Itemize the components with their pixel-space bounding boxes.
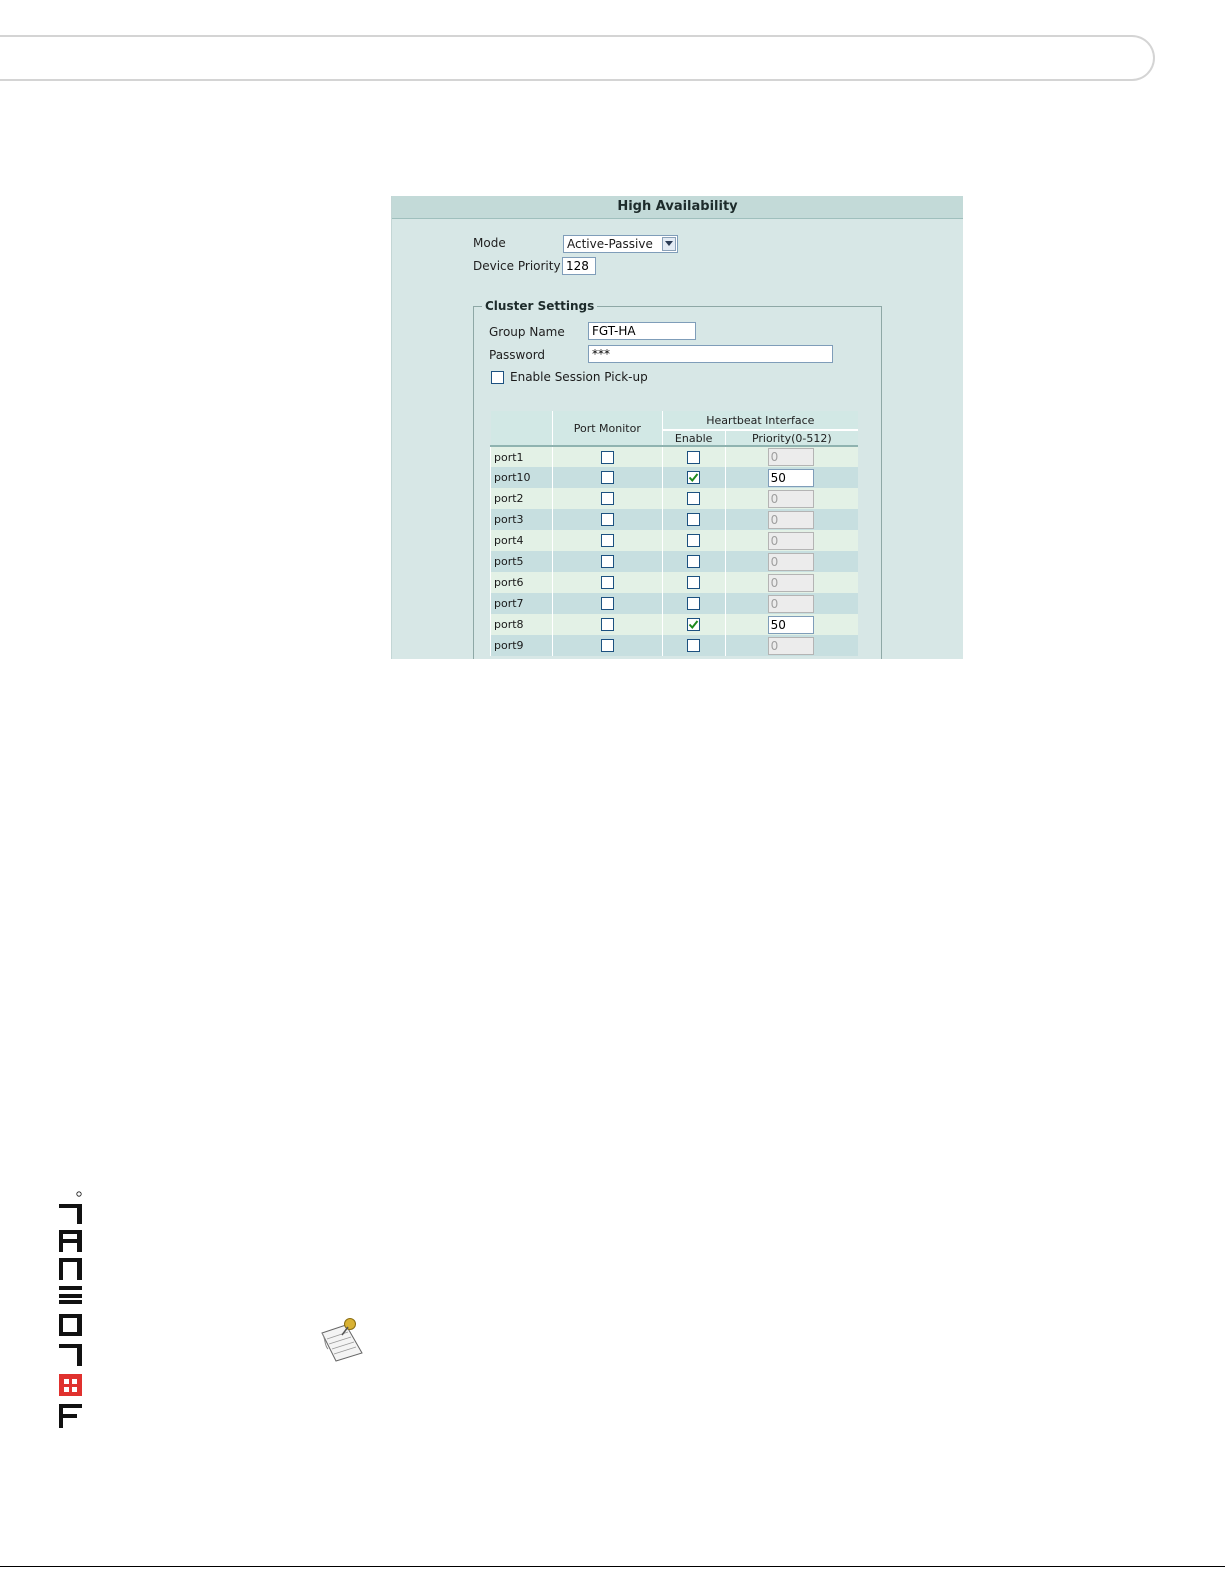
heartbeat-priority-input[interactable]: 50 (768, 469, 814, 487)
chevron-down-icon[interactable] (662, 237, 676, 251)
port-monitor-checkbox[interactable] (601, 492, 614, 505)
port-monitor-cell (552, 509, 662, 530)
cluster-settings-group (473, 299, 882, 659)
priority-header: Priority(0-512) (725, 430, 858, 446)
port-monitor-cell (552, 614, 662, 635)
session-pickup-checkbox[interactable] (491, 371, 504, 384)
heartbeat-enable-cell (662, 488, 725, 509)
heartbeat-interface-header: Heartbeat Interface (662, 411, 858, 430)
priority-cell (725, 488, 858, 509)
heartbeat-enable-checkbox[interactable] (687, 597, 700, 610)
page-header-bar (0, 35, 1155, 81)
device-priority-label: Device Priority (473, 259, 561, 273)
port-name: port6 (491, 572, 553, 593)
priority-cell (725, 635, 858, 656)
port-monitor-cell (552, 551, 662, 572)
heartbeat-enable-cell (662, 446, 725, 467)
table-row (491, 635, 859, 656)
port-monitor-checkbox[interactable] (601, 471, 614, 484)
password-label: Password (489, 348, 546, 362)
heartbeat-enable-cell (662, 551, 725, 572)
heartbeat-enable-checkbox[interactable] (687, 576, 700, 589)
heartbeat-priority-input[interactable]: 0 (768, 511, 814, 529)
port-monitor-cell (552, 593, 662, 614)
port-monitor-checkbox[interactable] (601, 597, 614, 610)
priority-cell (725, 530, 858, 551)
heartbeat-enable-checkbox[interactable] (687, 451, 700, 464)
table-row (491, 488, 859, 509)
footer-rule (0, 1566, 1225, 1567)
port-monitor-checkbox[interactable] (601, 534, 614, 547)
table-row (491, 593, 859, 614)
table-row (491, 446, 859, 467)
port-monitor-checkbox[interactable] (601, 555, 614, 568)
heartbeat-priority-input[interactable]: 0 (768, 532, 814, 550)
port-name: port10 (491, 467, 553, 488)
heartbeat-priority-input[interactable]: 0 (768, 448, 814, 466)
port-monitor-cell (552, 635, 662, 656)
port-column-header (491, 411, 553, 446)
priority-cell (725, 509, 858, 530)
cluster-settings-legend: Cluster Settings (482, 299, 597, 313)
priority-cell (725, 446, 858, 467)
mode-select[interactable] (563, 235, 678, 253)
heartbeat-enable-cell (662, 635, 725, 656)
group-name-label: Group Name (489, 325, 565, 339)
priority-cell (725, 551, 858, 572)
table-row (491, 509, 859, 530)
port-monitor-checkbox[interactable] (601, 576, 614, 589)
session-pickup-row (491, 370, 648, 384)
session-pickup-label: Enable Session Pick-up (510, 370, 648, 384)
port-name: port9 (491, 635, 553, 656)
heartbeat-enable-cell (662, 467, 725, 488)
enable-header: Enable (662, 430, 725, 446)
heartbeat-enable-checkbox[interactable] (687, 534, 700, 547)
table-row (491, 530, 859, 551)
port-monitor-cell (552, 467, 662, 488)
mode-select-value: Active-Passive (567, 237, 653, 251)
port-monitor-header: Port Monitor (552, 411, 662, 446)
device-priority-input[interactable]: 128 (562, 257, 596, 275)
heartbeat-priority-input[interactable]: 0 (768, 595, 814, 613)
port-table (490, 411, 858, 656)
heartbeat-enable-cell (662, 593, 725, 614)
port-monitor-cell (552, 446, 662, 467)
heartbeat-priority-input[interactable]: 0 (768, 637, 814, 655)
port-name: port3 (491, 509, 553, 530)
heartbeat-priority-input[interactable]: 0 (768, 490, 814, 508)
port-name: port5 (491, 551, 553, 572)
port-monitor-checkbox[interactable] (601, 639, 614, 652)
table-row (491, 467, 859, 488)
heartbeat-priority-input[interactable]: 50 (768, 616, 814, 634)
mode-label: Mode (473, 236, 506, 250)
heartbeat-enable-checkbox[interactable] (687, 513, 700, 526)
high-availability-panel (391, 196, 963, 659)
port-name: port8 (491, 614, 553, 635)
heartbeat-enable-cell (662, 614, 725, 635)
heartbeat-enable-cell (662, 530, 725, 551)
heartbeat-enable-checkbox[interactable] (687, 639, 700, 652)
priority-cell (725, 614, 858, 635)
heartbeat-enable-checkbox[interactable] (687, 555, 700, 568)
heartbeat-priority-input[interactable]: 0 (768, 553, 814, 571)
priority-cell (725, 593, 858, 614)
note-pin-icon (318, 1315, 370, 1363)
priority-cell (725, 467, 858, 488)
port-name: port7 (491, 593, 553, 614)
port-monitor-cell (552, 530, 662, 551)
fortinet-logo (57, 1190, 83, 1432)
heartbeat-priority-input[interactable]: 0 (768, 574, 814, 592)
heartbeat-enable-cell (662, 509, 725, 530)
table-row (491, 614, 859, 635)
heartbeat-enable-checkbox[interactable] (687, 618, 700, 631)
group-name-input[interactable]: FGT-HA (588, 322, 696, 340)
port-monitor-checkbox[interactable] (601, 513, 614, 526)
heartbeat-enable-cell (662, 572, 725, 593)
table-row (491, 551, 859, 572)
password-input[interactable]: *** (588, 345, 833, 363)
port-monitor-cell (552, 572, 662, 593)
port-monitor-checkbox[interactable] (601, 618, 614, 631)
port-monitor-cell (552, 488, 662, 509)
port-monitor-checkbox[interactable] (601, 451, 614, 464)
heartbeat-enable-checkbox[interactable] (687, 492, 700, 505)
port-name: port2 (491, 488, 553, 509)
port-name: port1 (491, 446, 553, 467)
priority-cell (725, 572, 858, 593)
table-row (491, 572, 859, 593)
panel-title: High Availability (392, 196, 963, 219)
port-name: port4 (491, 530, 553, 551)
heartbeat-enable-checkbox[interactable] (687, 471, 700, 484)
